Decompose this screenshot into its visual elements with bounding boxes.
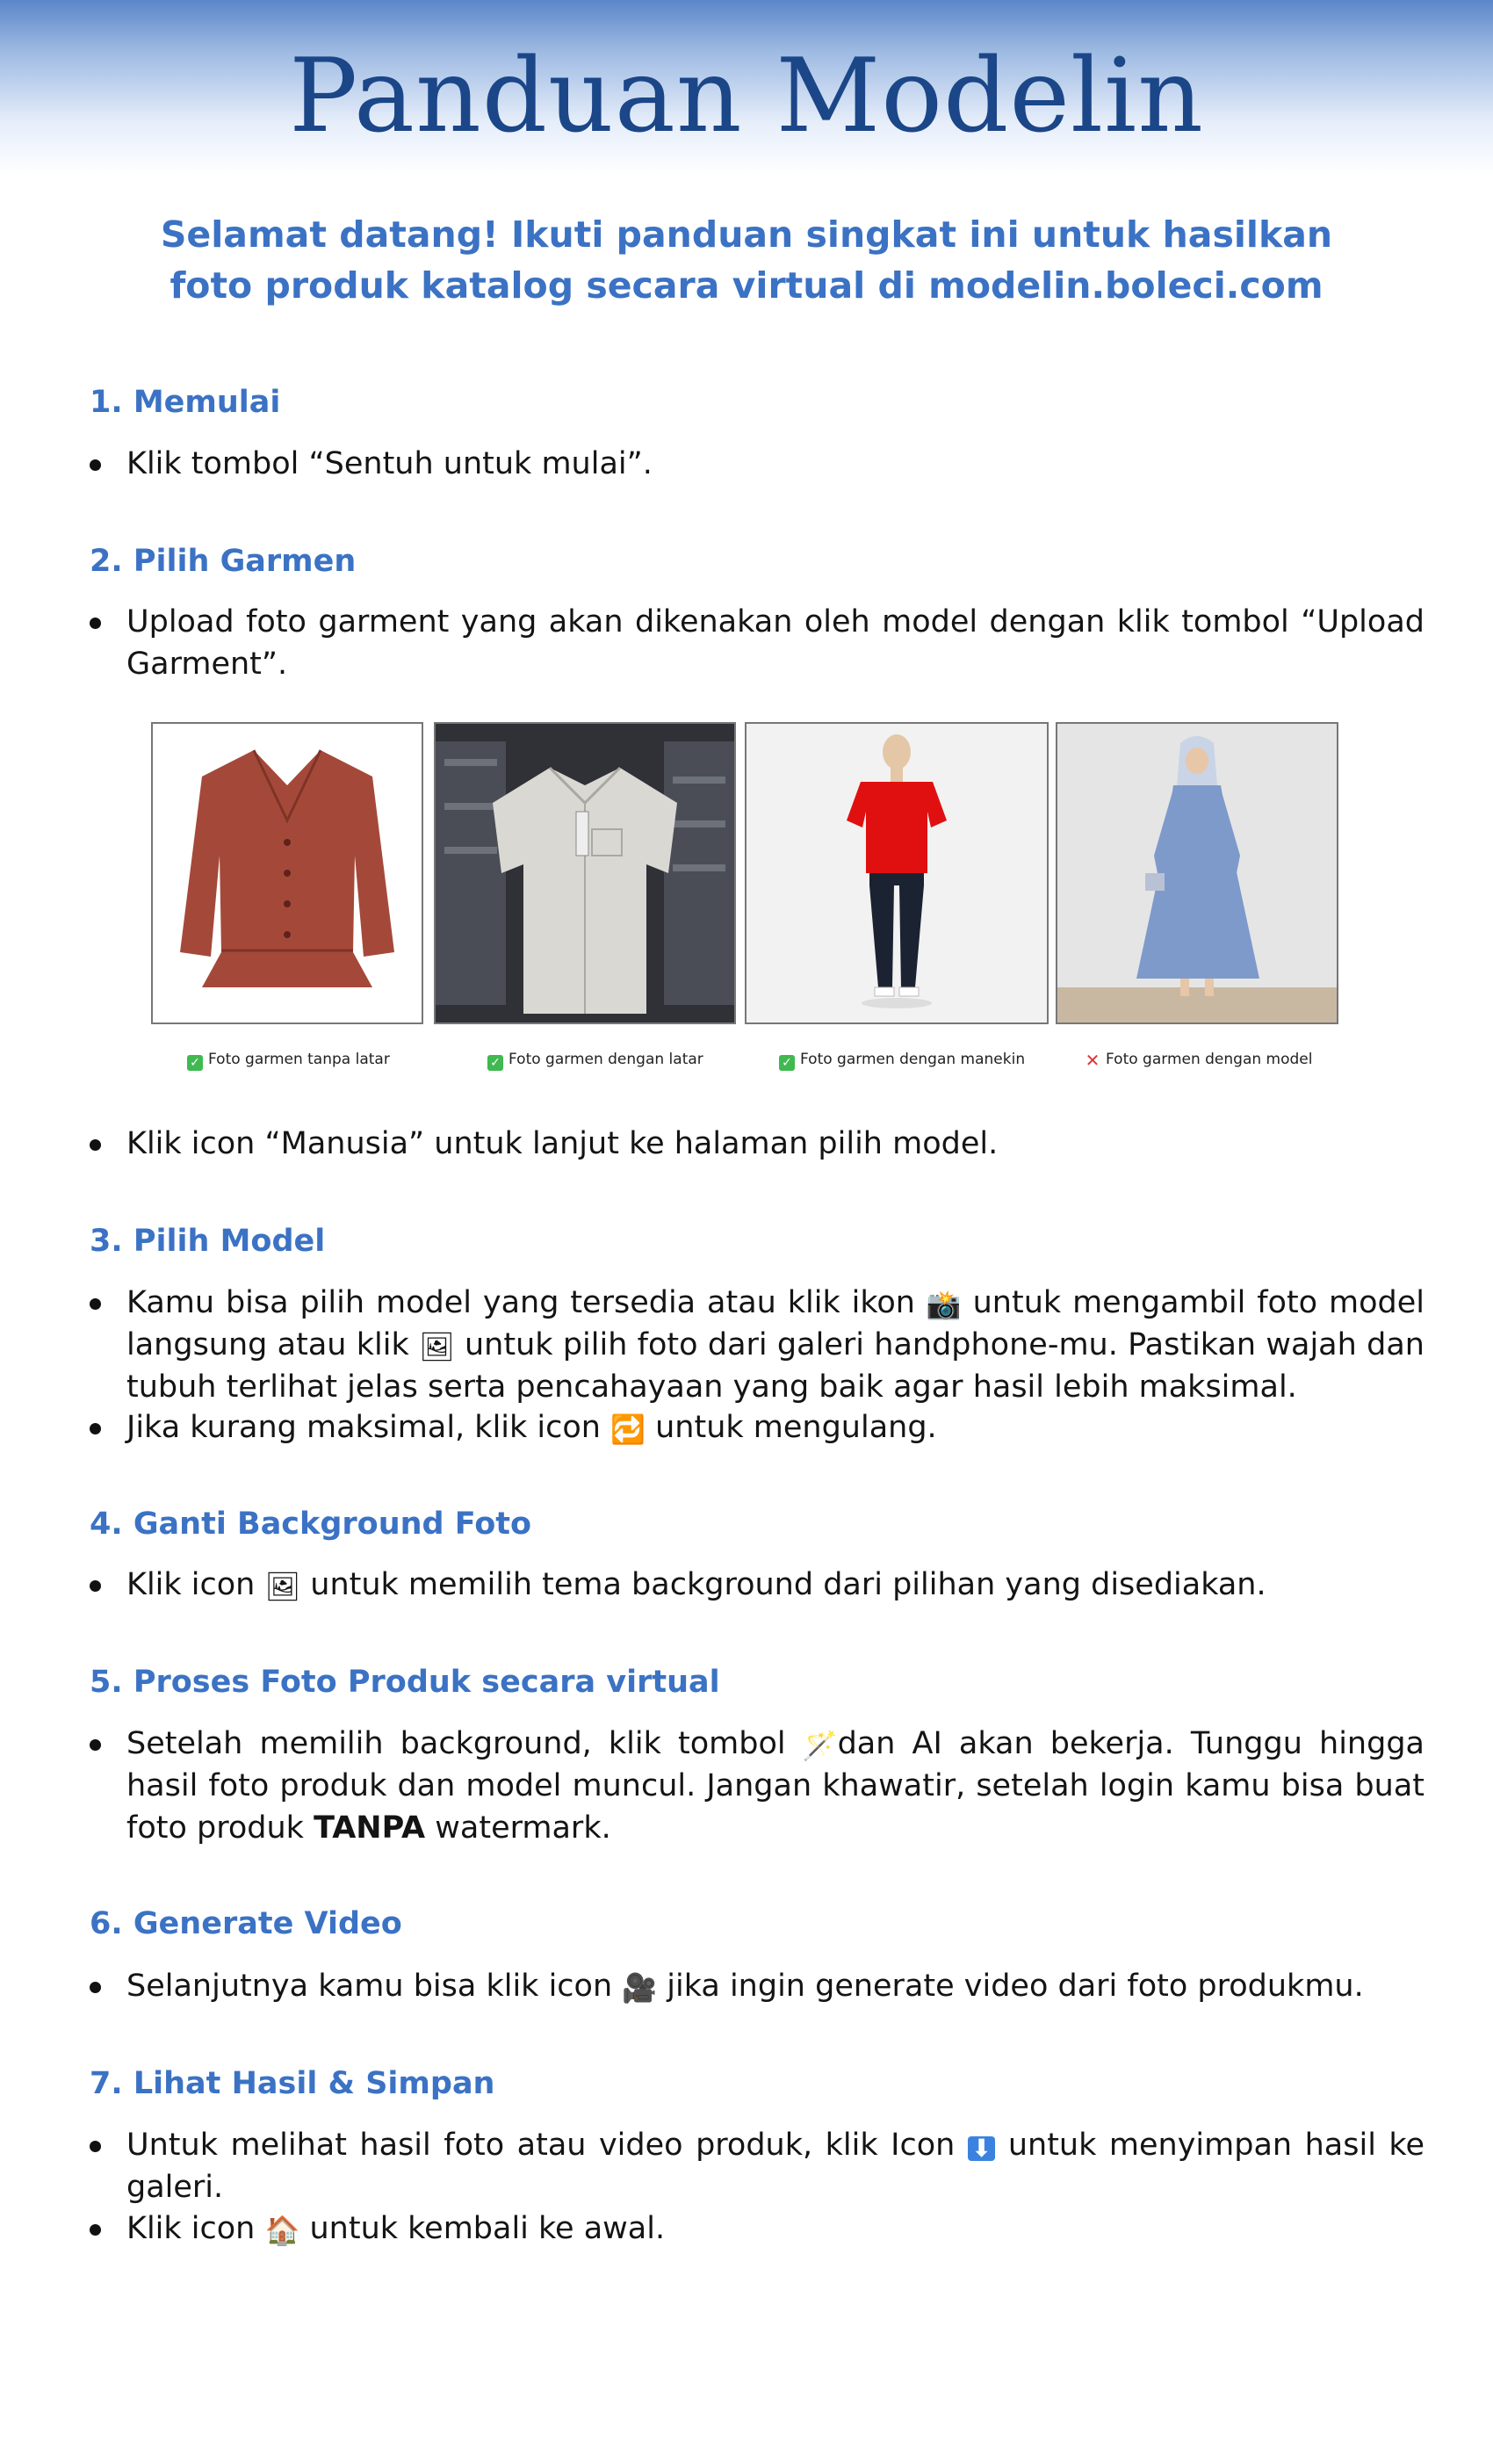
gallery-icon: 🖼 bbox=[264, 1570, 301, 1603]
garment-photo-with-model bbox=[1056, 722, 1338, 1024]
garment-caption: ✕ Foto garmen dengan model bbox=[1085, 1050, 1313, 1071]
bullet-dot bbox=[90, 1139, 101, 1151]
bullet-text: Untuk melihat hasil foto atau video produk, klik Icon ⬇ untuk menyimpan hasil ke galeri. bbox=[126, 2128, 1424, 2205]
bullet-item bbox=[90, 443, 1424, 485]
bullet-text: Kamu bisa pilih model yang tersedia atau klik ikon 📸 untuk mengambil foto model langsung atau klik 🖼 untuk pilih foto dari galeri handphone-mu. Pastikan wajah dan tubuh terlihat jelas serta pencahayaan yang baik agar hasil lebih maksimal. bbox=[126, 1285, 1424, 1405]
section-heading-generate-video: 6. Generate Video bbox=[90, 1906, 402, 1941]
garment-examples bbox=[151, 722, 1338, 1030]
home-icon: 🏠 bbox=[264, 2214, 300, 2247]
section-heading-pilih-model: 3. Pilih Model bbox=[90, 1224, 326, 1259]
section-heading-memulai: 1. Memulai bbox=[90, 385, 281, 420]
gallery-icon: 🖼 bbox=[419, 1330, 455, 1363]
bullet-dot bbox=[90, 2141, 101, 2152]
model-image bbox=[1057, 724, 1337, 1022]
bullet-dot bbox=[90, 1982, 101, 1993]
page-title: Panduan Modelin bbox=[289, 37, 1204, 155]
bullet-item bbox=[90, 1564, 1424, 1606]
bullet-dot bbox=[90, 1298, 101, 1310]
bullet-text: Selanjutnya kamu bisa klik icon 🎥 jika ingin generate video dari foto produkmu. bbox=[126, 1969, 1364, 2005]
garment-photo-with-background bbox=[434, 722, 736, 1024]
bullet-dot bbox=[90, 1580, 101, 1592]
section-heading-lihat-hasil: 7. Lihat Hasil & Simpan bbox=[90, 2066, 495, 2101]
bullet-dot bbox=[90, 2224, 101, 2236]
section-heading-pilih-garmen: 2. Pilih Garmen bbox=[90, 544, 357, 579]
garment-caption: ✓ Foto garmen dengan manekin bbox=[779, 1051, 1025, 1071]
bullet-text: Klik icon 🏠 untuk kembali ke awal. bbox=[126, 2211, 666, 2247]
garment-photo-no-background bbox=[151, 722, 423, 1024]
bullet-item bbox=[90, 2124, 1424, 2208]
bullet-text: Upload foto garment yang akan dikenakan oleh model dengan klik tombol “Upload Garment”. bbox=[126, 604, 1424, 682]
section-heading-proses-foto: 5. Proses Foto Produk secara virtual bbox=[90, 1665, 720, 1700]
garment-caption: ✓ Foto garmen tanpa latar bbox=[187, 1051, 390, 1071]
shirt-image bbox=[436, 724, 734, 1022]
section-heading-ganti-background: 4. Ganti Background Foto bbox=[90, 1507, 532, 1542]
bullet-text: Klik tombol “Sentuh untuk mulai”. bbox=[126, 446, 653, 481]
bullet-item bbox=[90, 1965, 1424, 2007]
camera-icon: 📸 bbox=[926, 1288, 962, 1321]
bullet-item bbox=[90, 2207, 1424, 2250]
bullet-dot bbox=[90, 618, 101, 629]
download-icon: ⬇ bbox=[968, 2136, 995, 2161]
bullet-item bbox=[90, 1406, 1424, 1449]
check-icon: ✓ bbox=[779, 1055, 795, 1071]
retry-icon: 🔁 bbox=[610, 1413, 646, 1446]
bullet-dot bbox=[90, 1423, 101, 1434]
magic-wand-icon: 🪄 bbox=[802, 1729, 838, 1762]
check-icon: ✓ bbox=[487, 1055, 503, 1071]
bullet-text: Klik icon 🖼 untuk memilih tema background dari pilihan yang disediakan. bbox=[126, 1567, 1266, 1603]
bullet-item bbox=[90, 1282, 1424, 1408]
cross-icon: ✕ bbox=[1085, 1050, 1100, 1071]
bullet-text: Klik icon “Manusia” untuk lanjut ke halaman pilih model. bbox=[126, 1126, 999, 1161]
bullet-text: Jika kurang maksimal, klik icon 🔁 untuk mengulang. bbox=[126, 1410, 937, 1446]
bullet-item bbox=[90, 1723, 1424, 1849]
bullet-dot bbox=[90, 459, 101, 471]
garment-caption: ✓ Foto garmen dengan latar bbox=[487, 1051, 703, 1071]
mannequin-image bbox=[746, 724, 1047, 1022]
bullet-text: Setelah memilih background, klik tombol 🪄dan AI akan bekerja. Tunggu hingga hasil foto produk dan model muncul. Jangan khawatir, setelah login kamu bisa buat foto produk TANPA watermark. bbox=[126, 1726, 1424, 1846]
garment-photo-with-mannequin bbox=[745, 722, 1049, 1024]
check-icon: ✓ bbox=[187, 1055, 203, 1071]
blouse-image bbox=[153, 724, 422, 1022]
intro-text: Selamat datang! Ikuti panduan singkat ini untuk hasilkan foto produk katalog secara virtual di modelin.boleci.com bbox=[160, 213, 1333, 307]
bullet-dot bbox=[90, 1739, 101, 1751]
video-camera-icon: 🎥 bbox=[622, 1971, 658, 2005]
bullet-item bbox=[90, 1123, 1424, 1165]
bullet-item bbox=[90, 601, 1424, 685]
